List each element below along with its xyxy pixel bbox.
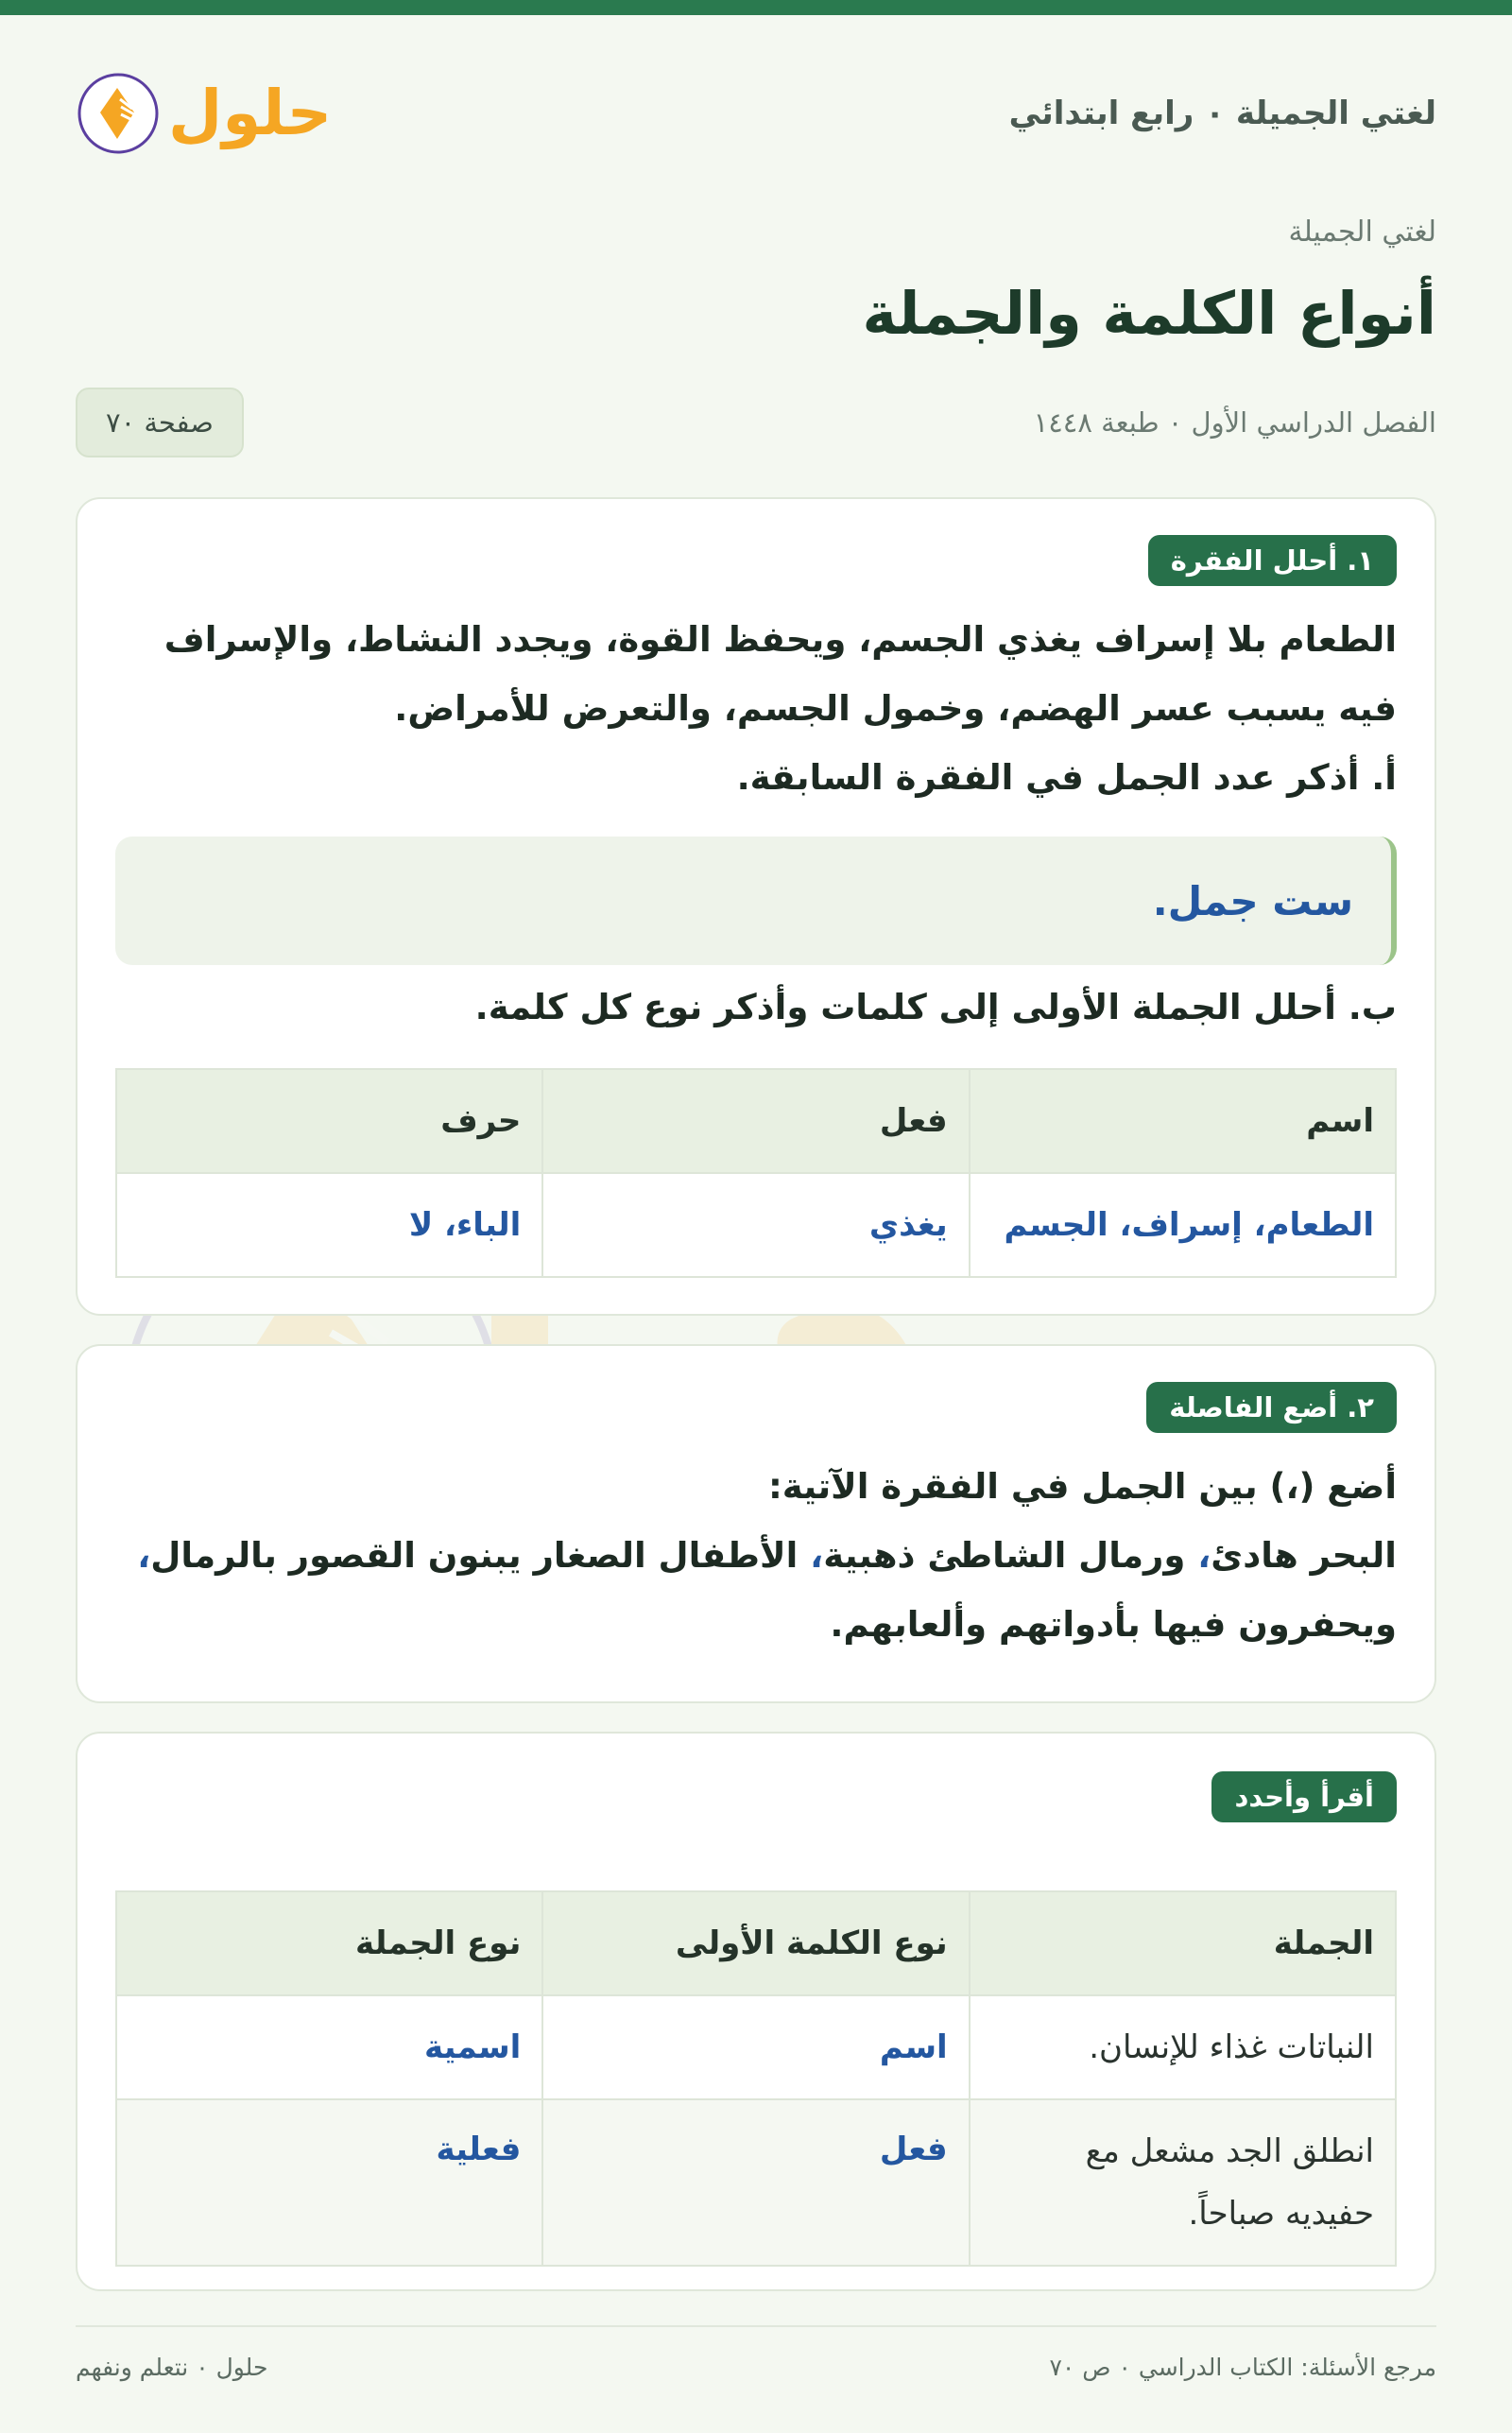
inserted-comma: ، <box>1185 1535 1211 1576</box>
table-header: نوع الكلمة الأولى <box>542 1891 969 1995</box>
header-title: لغتي الجميلة ٠ رابع ابتدائي <box>1008 95 1436 132</box>
word-types-table <box>115 1068 1397 1278</box>
term-edition-text: الفصل الدراسي الأول ٠ طبعة ١٤٤٨ <box>1033 406 1436 439</box>
table-header: اسم <box>970 1069 1396 1173</box>
sentence-fragment: ورمال الشاطئ ذهبية <box>823 1535 1186 1576</box>
answer-text: ست جمل. <box>1152 877 1353 924</box>
meta-row <box>76 388 1436 457</box>
comma-paragraph <box>115 1521 1397 1659</box>
table-cell: انطلق الجد مشعل مع حفيديه صباحاً. <box>970 2099 1396 2266</box>
table-header: نوع الجملة <box>116 1891 542 1995</box>
table-header: حرف <box>116 1069 542 1173</box>
inserted-comma: ، <box>137 1535 151 1576</box>
table-header: الجملة <box>970 1891 1396 1995</box>
sentence-fragment: ويحفرون فيها بأدواتهم وألعابهم. <box>830 1604 1397 1645</box>
sentence-fragment: الأطفال الصغار يبنون القصور بالرمال <box>150 1535 799 1576</box>
section-tag: ٢. أضع الفاصلة <box>1146 1382 1397 1433</box>
table-cell: اسم <box>542 1995 969 2099</box>
instruction-text: أضع (،) بين الجمل في الفقرة الآتية: <box>767 1466 1397 1507</box>
sentence-types-table <box>115 1890 1397 2267</box>
table-row <box>116 1995 1396 2099</box>
breadcrumb[interactable]: لغتي الجميلة <box>1288 216 1436 249</box>
logo-wordmark: حلول <box>168 77 333 149</box>
footer-brand[interactable]: حلول ٠ نتعلم ونفهم <box>76 2354 268 2381</box>
answer-box <box>115 837 1397 965</box>
table-row <box>116 2099 1396 2266</box>
table-header: فعل <box>542 1069 969 1173</box>
footer-divider <box>76 2325 1436 2327</box>
sentence-fragment: البحر هادئ <box>1211 1535 1397 1576</box>
exercise-card-analyze <box>76 497 1436 1316</box>
section-tag: أقرأ وأحدد <box>1211 1771 1397 1822</box>
inserted-comma: ، <box>798 1535 824 1576</box>
top-accent-bar <box>0 0 1512 15</box>
question-b: ب. أحلل الجملة الأولى إلى كلمات وأذكر نوع كل كلمة. <box>474 987 1397 1027</box>
table-cell: الباء، لا <box>116 1173 542 1277</box>
table-cell: فعلية <box>116 2099 542 2266</box>
page-title: أنواع الكلمة والجملة <box>862 279 1436 348</box>
exercise-card-read-identify <box>76 1732 1436 2291</box>
page-number-badge: صفحة ٧٠ <box>76 388 244 457</box>
question-a: أ. أذكر عدد الجمل في الفقرة السابقة. <box>736 757 1397 798</box>
page-footer <box>76 2354 1436 2381</box>
table-cell: فعل <box>542 2099 969 2266</box>
brand-logo[interactable] <box>76 71 332 156</box>
table-cell: النباتات غذاء للإنسان. <box>970 1995 1396 2099</box>
footer-reference: مرجع الأسئلة: الكتاب الدراسي ٠ ص ٧٠ <box>1049 2354 1436 2381</box>
section-tag: ١. أحلل الفقرة <box>1148 535 1397 586</box>
book-logo-icon <box>76 71 161 156</box>
table-cell: اسمية <box>116 1995 542 2099</box>
exercise-paragraph: الطعام بلا إسراف يغذي الجسم، ويحفظ القوة، ويجدد النشاط، والإسراف فيه يسبب عسر الهضم، وخمول الجسم، والتعرض للأمراض. <box>163 619 1397 729</box>
exercise-card-comma <box>76 1344 1436 1703</box>
page-header <box>76 57 1436 170</box>
table-cell: يغذي <box>542 1173 969 1277</box>
table-row <box>116 1173 1396 1277</box>
table-cell: الطعام، إسراف، الجسم <box>970 1173 1396 1277</box>
